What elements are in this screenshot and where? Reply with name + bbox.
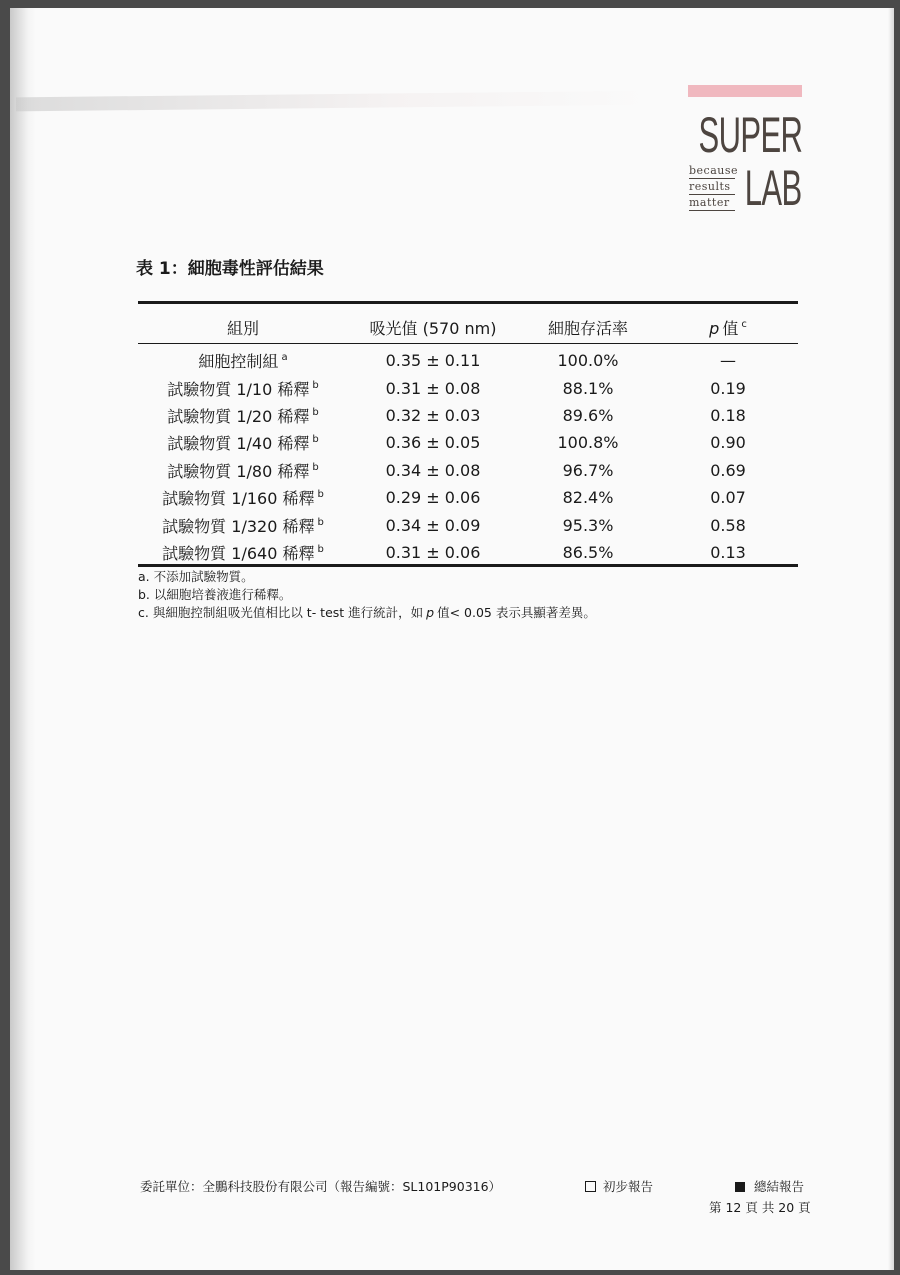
cell-p-value: 0.19 <box>710 378 746 398</box>
cell-absorbance: 0.34 ± 0.08 <box>385 460 481 480</box>
checked-box-icon <box>735 1182 745 1192</box>
group-label: 試驗物質 1/10 稀釋 <box>167 379 310 399</box>
cell-p-value: 0.58 <box>710 515 746 535</box>
footnote-marker: b <box>317 516 324 528</box>
header-group: 組別 <box>226 318 259 338</box>
cell-absorbance: 0.31 ± 0.06 <box>385 542 481 562</box>
cell-viability: 96.7% <box>562 460 614 480</box>
cell-p-value: 0.69 <box>710 460 746 480</box>
table-row <box>138 347 798 374</box>
group-label: 細胞控制組 <box>198 352 279 372</box>
group-label: 試驗物質 1/40 稀釋 <box>167 434 310 454</box>
footnote-c-suffix: 值< 0.05 表示具顯著差異。 <box>437 605 596 620</box>
cell-group <box>138 457 348 484</box>
cell-viability: 100.8% <box>557 433 619 453</box>
cell-group <box>138 511 348 538</box>
cell-group <box>138 539 348 566</box>
footnote-a: a. 不添加試驗物質。 <box>138 569 254 584</box>
footer-client: 委託單位：全鵬科技股份有限公司（報告編號：SL101P90316） <box>140 1179 502 1194</box>
footnote-marker: b <box>317 489 324 501</box>
footnote-marker: b <box>312 461 319 473</box>
table-row <box>138 484 798 511</box>
table-header-row <box>138 307 798 347</box>
footnote-marker: a <box>281 352 288 364</box>
cell-group <box>138 484 348 511</box>
p-symbol: p <box>709 318 720 338</box>
cell-viability: 95.3% <box>562 515 614 535</box>
footnote-b: b. 以細胞培養液進行稀釋。 <box>138 587 292 602</box>
footnote-marker: b <box>312 379 319 391</box>
footnote-marker: b <box>312 406 319 418</box>
footnote-c-prefix: c. 與細胞控制組吸光值相比以 t- test 進行統計，如 <box>138 605 424 620</box>
p-label: 值 <box>722 318 739 338</box>
group-label: 試驗物質 1/80 稀釋 <box>167 461 310 481</box>
tagline-word: because <box>689 164 739 177</box>
cell-absorbance: 0.31 ± 0.08 <box>385 378 481 398</box>
p-symbol: p <box>426 605 435 620</box>
logo-lab-text: LAB <box>745 160 802 216</box>
table-row <box>138 511 798 538</box>
table-top-rule <box>138 301 798 304</box>
cell-viability: 100.0% <box>557 351 619 371</box>
footnote-c <box>138 604 596 622</box>
binding-shadow <box>10 8 36 1270</box>
cell-absorbance: 0.35 ± 0.11 <box>385 351 481 371</box>
header-absorbance: 吸光值 (570 nm) <box>369 318 497 338</box>
footer-preliminary <box>585 1177 653 1195</box>
header-viability: 細胞存活率 <box>547 318 628 338</box>
cell-viability: 82.4% <box>562 488 614 508</box>
cell-absorbance: 0.36 ± 0.05 <box>385 433 481 453</box>
footer-final <box>735 1177 804 1195</box>
final-label: 總結報告 <box>754 1179 805 1194</box>
cell-p-value: 0.13 <box>710 542 746 562</box>
cell-absorbance: 0.29 ± 0.06 <box>385 488 481 508</box>
group-label: 試驗物質 1/320 稀釋 <box>162 516 315 536</box>
cell-viability: 86.5% <box>562 542 614 562</box>
page-number: 第 12 頁 共 20 頁 <box>709 1200 811 1215</box>
cell-group <box>138 429 348 456</box>
group-label: 試驗物質 1/160 稀釋 <box>162 489 315 509</box>
tagline-word: matter <box>689 195 735 211</box>
table-row <box>138 457 798 484</box>
logo-accent-bar <box>688 85 802 97</box>
cytotoxicity-table <box>138 307 798 566</box>
cell-p-value: 0.18 <box>710 405 746 425</box>
tagline-word: results <box>689 179 735 195</box>
cell-p-value: — <box>720 351 736 371</box>
cell-group <box>138 347 348 374</box>
table-footnotes <box>138 568 596 622</box>
preliminary-label: 初步報告 <box>603 1179 654 1194</box>
logo-tagline <box>689 163 739 211</box>
cell-p-value: 0.90 <box>710 433 746 453</box>
superlab-logo <box>688 85 802 216</box>
group-label: 試驗物質 1/20 稀釋 <box>167 406 310 426</box>
cell-viability: 88.1% <box>562 378 614 398</box>
table-row <box>138 539 798 566</box>
header-p-value <box>658 307 798 347</box>
unchecked-box-icon <box>585 1181 596 1192</box>
table-row <box>138 374 798 401</box>
table-title: 表 1：細胞毒性評估結果 <box>136 259 324 279</box>
page-edge <box>888 8 894 1270</box>
scan-smudge <box>16 91 656 112</box>
cell-group <box>138 402 348 429</box>
group-label: 試驗物質 1/640 稀釋 <box>162 543 315 563</box>
table-row <box>138 402 798 429</box>
cell-group <box>138 374 348 401</box>
footnote-marker: b <box>317 543 324 555</box>
footnote-marker: b <box>312 434 319 446</box>
table-row <box>138 429 798 456</box>
cell-absorbance: 0.34 ± 0.09 <box>385 515 481 535</box>
cell-absorbance: 0.32 ± 0.03 <box>385 405 481 425</box>
footnote-marker: c <box>741 318 747 330</box>
logo-super-text: SUPER <box>698 107 802 163</box>
cell-viability: 89.6% <box>562 405 614 425</box>
cell-p-value: 0.07 <box>710 488 746 508</box>
